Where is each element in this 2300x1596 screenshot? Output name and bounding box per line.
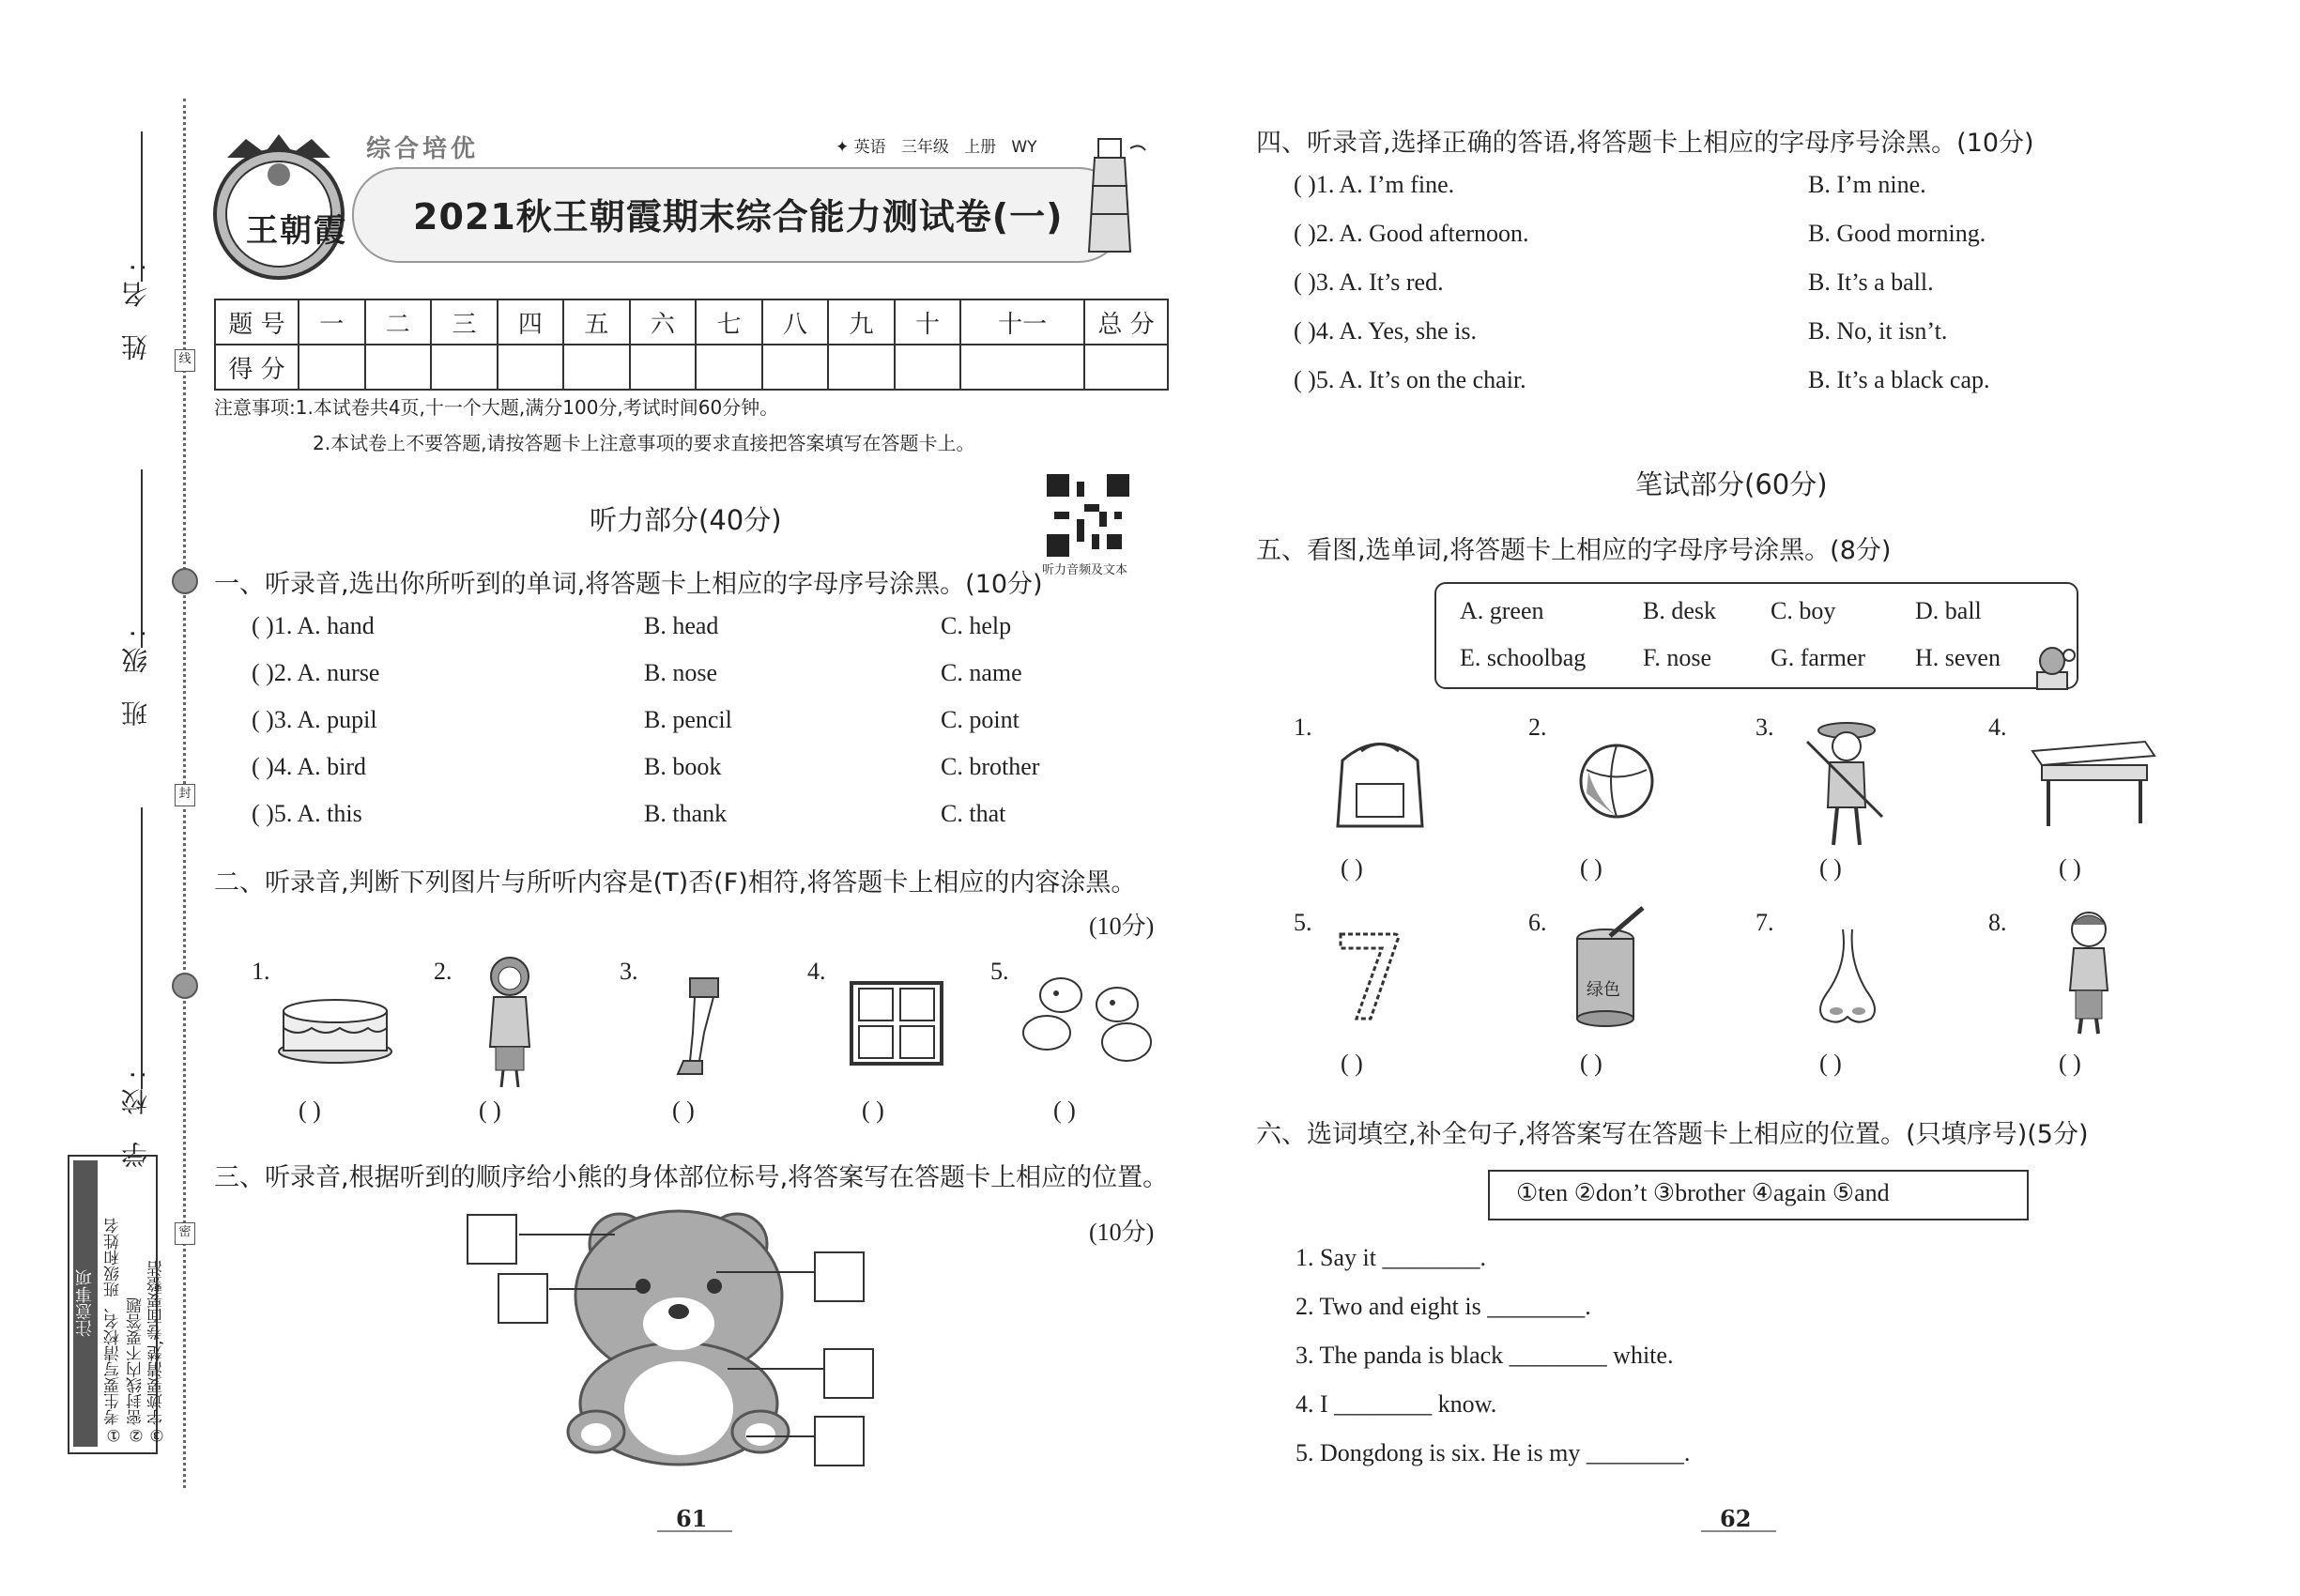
score-table-row (215, 299, 1168, 345)
s1-q4-b[interactable]: B. book (644, 753, 722, 780)
s1-q4-a[interactable]: ( )4. A. bird (252, 753, 367, 780)
s5-num: 3. (1756, 714, 1774, 741)
s6-sentence[interactable]: 2. Two and eight is ________. (1296, 1293, 1591, 1320)
exam-notes-title: 注意事项 (73, 1160, 98, 1447)
s5-num: 1. (1294, 714, 1312, 741)
brand-top: 综合培优 (366, 135, 480, 163)
term: 上册 (964, 138, 997, 157)
s1-q1-a[interactable]: ( )1. A. hand (252, 612, 375, 639)
s4-q4-b[interactable]: B. No, it isn’t. (1808, 317, 1948, 345)
s2-num: 4. (807, 958, 826, 985)
binding-hole-icon (172, 568, 198, 594)
s4-q2-a[interactable]: ( )2. A. Good afternoon. (1294, 220, 1529, 247)
school-field[interactable] (141, 807, 143, 1089)
edition: WY (1011, 138, 1037, 157)
page-ornament (657, 1530, 732, 1532)
score-cell[interactable] (828, 345, 895, 390)
ball-icon (1577, 742, 1656, 824)
nose-icon (1810, 925, 1885, 1032)
s5-num: 6. (1528, 909, 1547, 936)
school-label: 学 校: (120, 1061, 151, 1169)
section-1-title: 一、听录音,选出你所听到的单词,将答题卡上相应的字母序号涂黑。(10分) (214, 570, 1043, 599)
word-option: F. nose (1643, 644, 1712, 671)
window-icon (850, 981, 943, 1069)
table-cell: 总 分 (1084, 299, 1168, 345)
s1-q3-a[interactable]: ( )3. A. pupil (252, 706, 377, 733)
word-option: B. desk (1643, 597, 1716, 624)
subject: 英语 (853, 138, 886, 157)
table-cell: 四 (498, 299, 564, 345)
s1-q2-a[interactable]: ( )2. A. nurse (252, 659, 380, 686)
page-ornament (1701, 1530, 1776, 1532)
answer-paren[interactable]: ( ) (862, 1097, 884, 1124)
s6-sentence[interactable]: 5. Dongdong is six. He is my ________. (1296, 1439, 1691, 1466)
s1-q4-c[interactable]: C. brother (941, 753, 1040, 780)
schoolbag-icon (1319, 732, 1441, 839)
word-option: G. farmer (1771, 644, 1866, 671)
qr-code-icon[interactable] (1047, 474, 1129, 560)
s2-num: 1. (252, 958, 270, 985)
exam-notes-box (68, 1155, 166, 1454)
word-option: D. ball (1915, 597, 1982, 624)
seal-mark-seal: 封 (175, 784, 195, 806)
s4-q3-a[interactable]: ( )3. A. It’s red. (1294, 269, 1444, 296)
s1-q5-a[interactable]: ( )5. A. this (252, 800, 362, 827)
dogs-icon (1019, 967, 1159, 1074)
score-cell[interactable] (960, 345, 1084, 390)
answer-paren[interactable]: ( ) (1580, 1050, 1602, 1077)
score-cell[interactable] (563, 345, 630, 390)
exam-note: ③字迹要清楚,卷面要整洁 (147, 1260, 166, 1444)
exam-note: ①考生要写清校名、班级和姓名 (104, 1218, 123, 1444)
s1-q1-c[interactable]: C. help (941, 612, 1012, 639)
answer-paren[interactable]: ( ) (2059, 854, 2081, 882)
exam-note: ②密封线内不要答题 (127, 1297, 146, 1444)
section-6-title: 六、选词填空,补全句子,将答案写在答题卡上相应的位置。(只填序号)(5分) (1256, 1120, 2089, 1149)
boy-icon (2051, 906, 2126, 1041)
seven-icon (1333, 925, 1408, 1032)
s4-q1-a[interactable]: ( )1. A. I’m fine. (1294, 171, 1455, 198)
paint-can-icon (1568, 906, 1652, 1032)
score-table-row (215, 345, 1168, 390)
section-3-title: 三、听录音,根据听到的顺序给小熊的身体部位标号,将答案写在答题卡上相应的位置。 (214, 1163, 1169, 1192)
table-cell: 六 (630, 299, 697, 345)
table-cell: 八 (762, 299, 829, 345)
word-option: A. green (1460, 597, 1544, 624)
s6-sentence[interactable]: 4. I ________ know. (1296, 1390, 1497, 1418)
s4-q5-b[interactable]: B. It’s a black cap. (1808, 366, 1990, 393)
word-option: C. boy (1771, 597, 1836, 624)
table-cell: 五 (563, 299, 630, 345)
class-label: 班 级: (120, 620, 151, 728)
cactus-icon (2026, 637, 2082, 697)
answer-paren[interactable]: ( ) (1053, 1097, 1076, 1124)
score-cell[interactable] (498, 345, 564, 390)
score-cell[interactable] (762, 345, 829, 390)
name-label: 姓 名: (120, 253, 151, 361)
section-3-score: (10分) (1089, 1219, 1155, 1246)
s4-q5-a[interactable]: ( )5. A. It’s on the chair. (1294, 366, 1526, 393)
label-box[interactable] (814, 1416, 865, 1466)
table-cell: 一 (299, 299, 365, 345)
table-cell: 十 (895, 299, 961, 345)
s5-num: 2. (1528, 714, 1547, 741)
answer-paren[interactable]: ( ) (1341, 1050, 1363, 1077)
table-cell: 二 (365, 299, 432, 345)
score-cell[interactable] (895, 345, 961, 390)
s1-q5-c[interactable]: C. that (941, 800, 1006, 827)
table-cell: 得 分 (215, 345, 299, 390)
score-cell[interactable] (431, 345, 498, 390)
options-text: ①ten ②don’t ③brother ④again ⑤and (1516, 1179, 1890, 1206)
s4-q3-b[interactable]: B. It’s a ball. (1808, 269, 1934, 296)
answer-paren[interactable]: ( ) (1341, 854, 1363, 882)
answer-paren[interactable]: ( ) (479, 1097, 501, 1124)
s1-q3-c[interactable]: C. point (941, 706, 1020, 733)
desk-icon (2028, 737, 2159, 835)
page-number-left: 61 (676, 1505, 708, 1532)
grade: 三年级 (900, 138, 949, 157)
s1-q2-c[interactable]: C. name (941, 659, 1022, 686)
s6-sentence[interactable]: 1. Say it ________. (1296, 1244, 1486, 1271)
table-cell: 三 (431, 299, 498, 345)
s4-q2-b[interactable]: B. Good morning. (1808, 220, 1986, 247)
answer-paren[interactable]: ( ) (1819, 1050, 1842, 1077)
seal-mark-line: 线 (175, 349, 195, 372)
s5-num: 8. (1988, 909, 2007, 936)
notes-line-1: 注意事项:1.本试卷共4页,十一个大题,满分100分,考试时间60分钟。 (214, 396, 779, 419)
name-field[interactable] (141, 131, 143, 282)
cake-icon (274, 990, 396, 1069)
writing-title: 笔试部分(60分) (1635, 468, 1828, 500)
s2-num: 5. (990, 958, 1009, 985)
section-2-title: 二、听录音,判断下列图片与所听内容是(T)否(F)相符,将答题卡上相应的内容涂黑。 (214, 868, 1137, 898)
meta-row (836, 133, 1037, 157)
s2-num: 3. (620, 958, 638, 985)
s1-q5-b[interactable]: B. thank (644, 800, 728, 827)
label-box[interactable] (823, 1348, 874, 1399)
section-5-title: 五、看图,选单词,将答题卡上相应的字母序号涂黑。(8分) (1256, 536, 1892, 565)
score-cell[interactable] (696, 345, 762, 390)
section-4-title: 四、听录音,选择正确的答语,将答题卡上相应的字母序号涂黑。(10分) (1256, 129, 2034, 158)
class-field[interactable] (141, 469, 143, 648)
s6-sentence[interactable]: 3. The panda is black ________ white. (1296, 1342, 1674, 1369)
exam-title: 2021秋王朝霞期末综合能力测试卷(一) (413, 196, 1064, 238)
qr-caption: 听力音频及文本 (1042, 563, 1128, 577)
label-box[interactable] (814, 1251, 865, 1302)
table-cell: 九 (828, 299, 895, 345)
table-cell: 十一 (960, 299, 1084, 345)
word-option: E. schoolbag (1460, 644, 1587, 671)
table-cell: 题 号 (215, 299, 299, 345)
woman-icon (468, 948, 552, 1093)
label-box[interactable] (498, 1273, 548, 1324)
s4-q1-b[interactable]: B. I’m nine. (1808, 171, 1926, 198)
answer-paren[interactable]: ( ) (2059, 1050, 2081, 1077)
farmer-icon (1798, 714, 1892, 858)
answer-paren[interactable]: ( ) (299, 1097, 321, 1124)
s2-num: 2. (434, 958, 452, 985)
answer-paren[interactable]: ( ) (1819, 854, 1842, 882)
score-cell[interactable] (299, 345, 365, 390)
s1-q2-b[interactable]: B. nose (644, 659, 717, 686)
s5-num: 5. (1294, 909, 1312, 936)
score-cell[interactable] (630, 345, 697, 390)
label-box[interactable] (467, 1214, 517, 1265)
score-cell[interactable] (1084, 345, 1168, 390)
answer-paren[interactable]: ( ) (1580, 854, 1602, 882)
notes-line-2: 2.本试卷上不要答题,请按答题卡上注意事项的要求直接把答案填写在答题卡上。 (313, 432, 975, 454)
s4-q4-a[interactable]: ( )4. A. Yes, she is. (1294, 317, 1478, 345)
leg-icon (667, 976, 732, 1083)
word-option: H. seven (1915, 644, 2001, 671)
s1-q1-b[interactable]: B. head (644, 612, 719, 639)
table-cell: 七 (696, 299, 762, 345)
section-2-score: (10分) (1089, 913, 1155, 940)
s1-q3-b[interactable]: B. pencil (644, 706, 732, 733)
score-table (214, 299, 1169, 391)
s5-num: 7. (1756, 909, 1774, 936)
subject-icon: ✦ (836, 138, 850, 157)
logo-text: 王朝霞 (246, 212, 347, 250)
paint-label: 绿色 (1587, 980, 1620, 1000)
s5-num: 4. (1988, 714, 2007, 741)
lighthouse-icon (1078, 130, 1153, 265)
answer-paren[interactable]: ( ) (672, 1097, 695, 1124)
binding-hole-icon (172, 973, 198, 999)
listening-title: 听力部分(40分) (590, 504, 782, 536)
seal-mark-secret: 密 (175, 1222, 195, 1245)
page-number-right: 62 (1720, 1505, 1752, 1532)
score-cell[interactable] (365, 345, 432, 390)
